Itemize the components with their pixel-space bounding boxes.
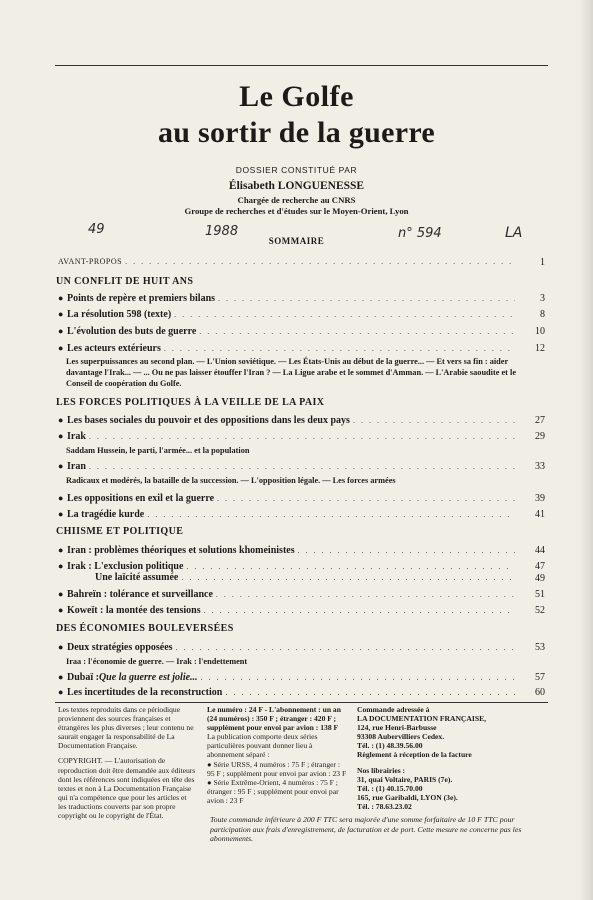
footer-price: Le numéro : 24 F - L'abonnement : un an (24 numéros) : 350 F ; étranger : 420 F ; supplément pour envoi par avion : 138 F: [207, 705, 341, 733]
footer-order-note: Toute commande inférieure à 200 F TTC sera majorée d'une somme forfaitaire de 10 F TTC pour participation aux frais d'enregistrement, de facturation et de port. Cette mesure ne concerne pas les abonnements.: [210, 815, 522, 843]
leader-dots: [298, 545, 515, 557]
footer-order-line: Tél. : (1) 48.39.56.00: [357, 741, 423, 751]
footer-pricing-column: [207, 705, 347, 805]
toc-entry: [58, 544, 518, 557]
bottom-rule: [55, 702, 548, 703]
toc-page-number: 44: [535, 545, 545, 556]
bullet-icon: ●: [58, 326, 64, 336]
leader-dots: [201, 672, 515, 684]
toc-entry: [58, 508, 518, 521]
toc-page-number: 51: [535, 589, 545, 600]
toc-subtopics: Iraa : l'économie de guerre. — Irak : l'endettement: [66, 657, 248, 666]
bullet-icon: ●: [58, 293, 64, 303]
footer-bookshop-line: Nos librairies :: [357, 765, 406, 775]
toc-page-number: 8: [540, 309, 545, 320]
footer-series-intro: La publication comporte deux séries particulières pouvant donner lieu à abonnement séparé :: [207, 732, 318, 760]
toc-entry-label: Les acteurs extérieurs: [67, 343, 161, 354]
footer-legal-column: [58, 705, 196, 826]
toc-page-number: 49: [535, 573, 545, 584]
footer-order-column: [357, 705, 547, 811]
leader-dots: [176, 642, 515, 654]
bullet-icon: ●: [58, 461, 64, 471]
top-rule: [55, 65, 548, 66]
leader-dots: [125, 256, 515, 268]
toc-entry-label: Les incertitudes de la reconstruction: [67, 687, 223, 698]
toc-entry-label: L'évolution des buts de guerre: [67, 326, 197, 337]
toc-entry-label: Koweït : la montée des tensions: [67, 605, 201, 616]
toc-page-number: 3: [540, 293, 545, 304]
toc-entry: [58, 492, 518, 505]
toc-entry-label: Irak: [67, 431, 86, 442]
leader-dots: [204, 605, 515, 617]
footer-copyright: COPYRIGHT. — L'autorisation de reproduction doit être demandée aux éditeurs dont les références sont indiquées en tête des textes et non à La Documentation Française qui n'a compétence que pour les articles et les traductions couverts par son propre copyright ou le copyright de l'État.: [58, 756, 196, 821]
footer-order-line: LA DOCUMENTATION FRANÇAISE,: [357, 714, 487, 724]
toc-entry: [58, 292, 518, 305]
toc-subtopics: Radicaux et modérés, la bataille de la succession. — L'opposition légale. — Les forces armées: [66, 476, 396, 485]
title-line-1: Le Golfe: [239, 80, 354, 113]
toc-subtopics: Saddam Hussein, le parti, l'armée... et la population: [66, 446, 250, 455]
toc-page-number: 52: [535, 605, 545, 616]
handwritten-note: 1988: [205, 224, 239, 239]
toc-page-number: 27: [535, 415, 545, 426]
toc-page-number: 53: [535, 642, 545, 653]
bullet-icon: ●: [58, 589, 64, 599]
leader-dots: [353, 415, 515, 427]
footer-order-line: Règlement à réception de la facture: [357, 750, 472, 760]
toc-entry-label: Deux stratégies opposées: [67, 642, 173, 653]
section-heading: DES ÉCONOMIES BOULEVERSÉES: [56, 623, 234, 634]
bullet-icon: ●: [58, 561, 64, 571]
toc-entry: [58, 588, 518, 601]
toc-entry: [58, 641, 518, 654]
footer-order-line: 124, rue Henri-Barbusse: [357, 723, 437, 733]
footer-series: ● Série URSS, 4 numéros : 75 F ; étranger : 95 F ; supplément pour envoi par avion : 23 F: [207, 759, 347, 778]
bullet-icon: ●: [58, 493, 64, 503]
dossier-label: DOSSIER CONSTITUÉ PAR: [235, 165, 358, 175]
leader-dots: [181, 572, 515, 584]
toc-subtopics: Les superpuissances au second plan. — L'Union soviétique. — Les États-Unis au début de la guerre... — Et vers sa fin : aider davantage l'Irak... — ... Ou ne pas laisser étouffer l'Iran ? — La Ligue arabe et le sommet d'Amman. — L'Arabie saoudite et le Conseil de coopération du Golfe.: [66, 357, 517, 388]
toc-entry-label: La tragédie kurde: [67, 509, 145, 520]
leader-dots: [89, 461, 515, 473]
bullet-icon: ●: [58, 687, 64, 697]
bullet-icon: ●: [58, 343, 64, 353]
toc-entry: [58, 671, 518, 684]
footer-order-line: Commande adressée à: [357, 705, 430, 714]
leader-dots: [199, 326, 515, 338]
footer-bookshop-line: Tél. : 78.63.23.02: [357, 801, 412, 811]
bullet-icon: ●: [58, 545, 64, 555]
footer-bookshop-line: Tél. : (1) 40.15.70.00: [357, 783, 423, 793]
toc-entry-label: Iran: [67, 461, 86, 472]
toc-entry: [58, 414, 518, 427]
toc-page-number: 33: [535, 461, 545, 472]
toc-entry-label: AVANT-PROPOS: [58, 257, 123, 266]
toc-entry-label: La résolution 598 (texte): [67, 309, 172, 320]
leader-dots: [89, 431, 515, 443]
toc-page-number: 41: [535, 509, 545, 520]
toc-entry: [58, 430, 518, 443]
bullet-icon: ●: [58, 431, 64, 441]
section-heading: UN CONFLIT DE HUIT ANS: [56, 276, 194, 287]
section-heading: CHIISME ET POLITIQUE: [56, 526, 184, 537]
section-heading: LES FORCES POLITIQUES À LA VEILLE DE LA PAIX: [56, 397, 325, 408]
title-line-2: au sortir de la guerre: [157, 116, 436, 149]
toc-entry: [58, 342, 518, 355]
toc-entry-label: Bahreïn : tolérance et surveillance: [67, 589, 213, 600]
leader-dots: [225, 687, 515, 699]
author-affiliation-2: Groupe de recherches et d'études sur le Moyen-Orient, Lyon: [184, 206, 409, 216]
leader-dots: [147, 509, 515, 521]
footer-bookshop-line: 31, quai Voltaire, PARIS (7e).: [357, 774, 453, 784]
toc-entry-label-italic: Que la guerre est jolie...: [98, 672, 198, 683]
toc-entry-label: Iran : problèmes théoriques et solutions khomeinistes: [67, 545, 295, 556]
toc-page-number: 12: [535, 343, 545, 354]
footer-disclaimer: Les textes reproduits dans ce périodique proviennent des sources françaises et étrangères les plus diverses ; leur contenu ne saurait engager la responsabilité de La Documentation Française.: [58, 705, 194, 751]
toc-entry: [95, 572, 518, 584]
leader-dots: [217, 493, 515, 505]
author-name: Élisabeth LONGUENESSE: [228, 180, 365, 192]
author-affiliation-1: Chargée de recherche au CNRS: [237, 195, 356, 205]
toc-entry: [58, 604, 518, 617]
toc-entry-label: Les bases sociales du pouvoir et des oppositions dans les deux pays: [67, 415, 350, 426]
bullet-icon: ●: [58, 672, 64, 682]
toc-entry-label: Irak : L'exclusion politique: [67, 561, 184, 572]
leader-dots: [216, 589, 515, 601]
bullet-icon: ●: [58, 309, 64, 319]
toc-entry-label: Une laïcité assumée: [95, 572, 179, 583]
toc-page-number: 60: [535, 687, 545, 698]
bullet-icon: ●: [58, 605, 64, 615]
toc-page-number: 29: [535, 431, 545, 442]
bullet-icon: ●: [58, 415, 64, 425]
footer-series: ● Série Extrême-Orient, 4 numéros : 75 F ; étranger : 95 F ; supplément pour envoi par avion : 23 F: [207, 777, 339, 805]
handwritten-note: n° 594: [398, 226, 442, 241]
toc-page-number: 57: [535, 672, 545, 683]
footer-bookshop-line: 165, rue Garibaldi, LYON (3e).: [357, 792, 458, 802]
bullet-icon: ●: [58, 509, 64, 519]
toc-entry: [58, 308, 518, 321]
toc-entry-label: Les oppositions en exil et la guerre: [67, 493, 215, 504]
handwritten-note: LA: [505, 225, 523, 241]
toc-page-number: 10: [535, 326, 545, 337]
sommaire-heading: SOMMAIRE: [268, 236, 325, 246]
bullet-icon: ●: [58, 642, 64, 652]
toc-entry: [58, 686, 518, 699]
toc-entry: [58, 460, 518, 473]
toc-entry: [58, 325, 518, 338]
toc-entry-label: Points de repère et premiers bilans: [67, 293, 216, 304]
toc-page-number: 1: [540, 257, 545, 268]
leader-dots: [164, 343, 515, 355]
handwritten-note: 49: [88, 222, 105, 237]
footer-order-line: 93308 Aubervilliers Cedex.: [357, 732, 445, 742]
toc-entry-label: Dubaï :: [67, 672, 99, 683]
leader-dots: [174, 309, 515, 321]
toc-page-number: 47: [535, 561, 545, 572]
leader-dots: [218, 293, 515, 305]
toc-page-number: 39: [535, 493, 545, 504]
toc-entry-avant-propos: [58, 256, 518, 268]
